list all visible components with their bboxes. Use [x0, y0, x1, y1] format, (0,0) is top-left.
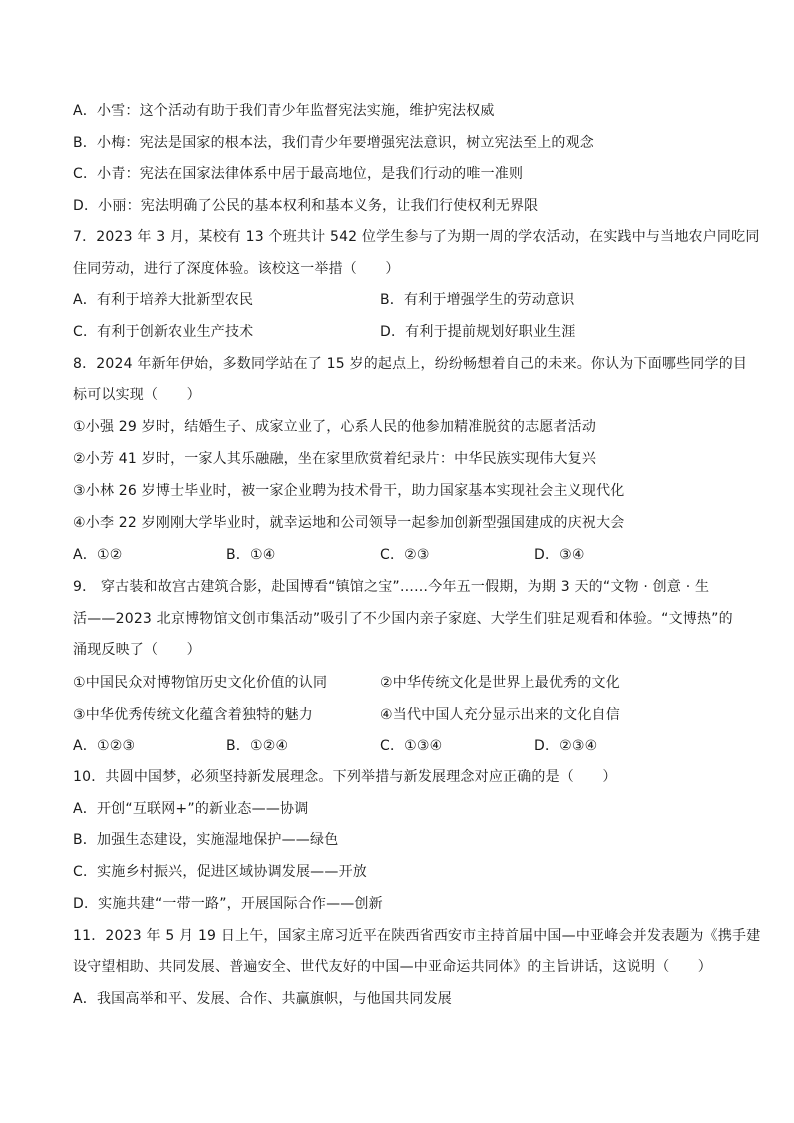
- q8-option-d: D．③④: [534, 547, 585, 563]
- q9-stem-line1: 9． 穿古装和故宫古建筑合影，赴国博看“镇馆之宝”……今年五一假期，为期 3 天的“文物 · 创意 · 生: [73, 579, 710, 595]
- q8-option-a: A．①②: [73, 547, 123, 563]
- q10-option-d: D．实施共建“一带一路”，开展国际合作——创新: [73, 896, 383, 912]
- q11-option-a: A．我国高举和平、发展、合作、共赢旗帜，与他国共同发展: [73, 991, 452, 1007]
- q7-option-c: C．有利于创新农业生产技术: [73, 324, 254, 340]
- q9-option-d: D．②③④: [534, 738, 598, 754]
- q8-stem-line2: 标可以实现（ ）: [73, 387, 201, 403]
- q10-option-c: C．实施乡村振兴，促进区域协调发展——开放: [73, 864, 367, 880]
- q7-option-d: D．有利于提前规划好职业生涯: [380, 324, 576, 340]
- q6-option-d: D．小丽：宪法明确了公民的基本权利和基本义务，让我们行使权利无界限: [73, 198, 539, 214]
- q10-stem: 10．共圆中国梦，必须坚持新发展理念。下列举措与新发展理念对应正确的是（ ）: [73, 769, 617, 785]
- q9-item-2: ②中华传统文化是世界上最优秀的文化: [380, 675, 620, 691]
- q8-stem-line1: 8．2024 年新年伊始，多数同学站在了 15 岁的起点上，纷纷畅想着自己的未来。你认为下面哪些同学的目: [73, 356, 748, 372]
- q9-stem-line2: 活——2023 北京博物馆文创市集活动”吸引了不少国内亲子家庭、大学生们驻足观看和体验。“文博热”的: [73, 611, 733, 627]
- q6-option-a: A．小雪：这个活动有助于我们青少年监督宪法实施，维护宪法权威: [73, 103, 495, 119]
- q9-stem-line3: 涌现反映了（ ）: [73, 642, 201, 658]
- q7-option-b: B．有利于增强学生的劳动意识: [380, 292, 575, 308]
- q9-option-c: C．①③④: [380, 738, 443, 754]
- q11-stem-line2: 设守望相助、共同发展、普遍安全、世代友好的中国—中亚命运共同体》的主旨讲话，这说明（ ）: [73, 959, 712, 975]
- q9-item-1: ①中国民众对博物馆历史文化价值的认同: [73, 675, 328, 691]
- q11-stem-line1: 11．2023 年 5 月 19 日上午，国家主席习近平在陕西省西安市主持首届中国—中亚峰会并发表题为《携手建: [73, 928, 761, 944]
- q9-option-b: B．①②④: [226, 738, 289, 754]
- q8-option-c: C．②③: [380, 547, 430, 563]
- q9-option-a: A．①②③: [73, 738, 136, 754]
- q7-stem-line1: 7．2023 年 3 月，某校有 13 个班共计 542 位学生参与了为期一周的学农活动，在实践中与当地农户同吃同: [73, 229, 760, 245]
- q8-item-1: ①小强 29 岁时，结婚生子、成家立业了，心系人民的他参加精准脱贫的志愿者活动: [73, 419, 597, 435]
- q10-option-b: B．加强生态建设，实施湿地保护——绿色: [73, 832, 339, 848]
- q10-option-a: A．开创“互联网+”的新业态——协调: [73, 801, 309, 817]
- q7-option-a: A．有利于培养大批新型农民: [73, 292, 254, 308]
- q8-item-2: ②小芳 41 岁时，一家人其乐融融，坐在家里欣赏着纪录片：中华民族实现伟大复兴: [73, 451, 597, 467]
- q8-item-4: ④小李 22 岁刚刚大学毕业时，就幸运地和公司领导一起参加创新型强国建成的庆祝大会: [73, 515, 625, 531]
- q9-item-4: ④当代中国人充分显示出来的文化自信: [380, 707, 620, 723]
- q6-option-c: C．小青：宪法在国家法律体系中居于最高地位，是我们行动的唯一准则: [73, 166, 524, 182]
- q6-option-b: B．小梅：宪法是国家的根本法，我们青少年要增强宪法意识，树立宪法至上的观念: [73, 135, 595, 151]
- q8-option-b: B．①④: [226, 547, 276, 563]
- q7-stem-line2: 住同劳动，进行了深度体验。该校这一举措（ ）: [73, 261, 400, 277]
- q9-item-3: ③中华优秀传统文化蕴含着独特的魅力: [73, 707, 313, 723]
- q8-item-3: ③小林 26 岁博士毕业时，被一家企业聘为技术骨干，助力国家基本实现社会主义现代化: [73, 483, 625, 499]
